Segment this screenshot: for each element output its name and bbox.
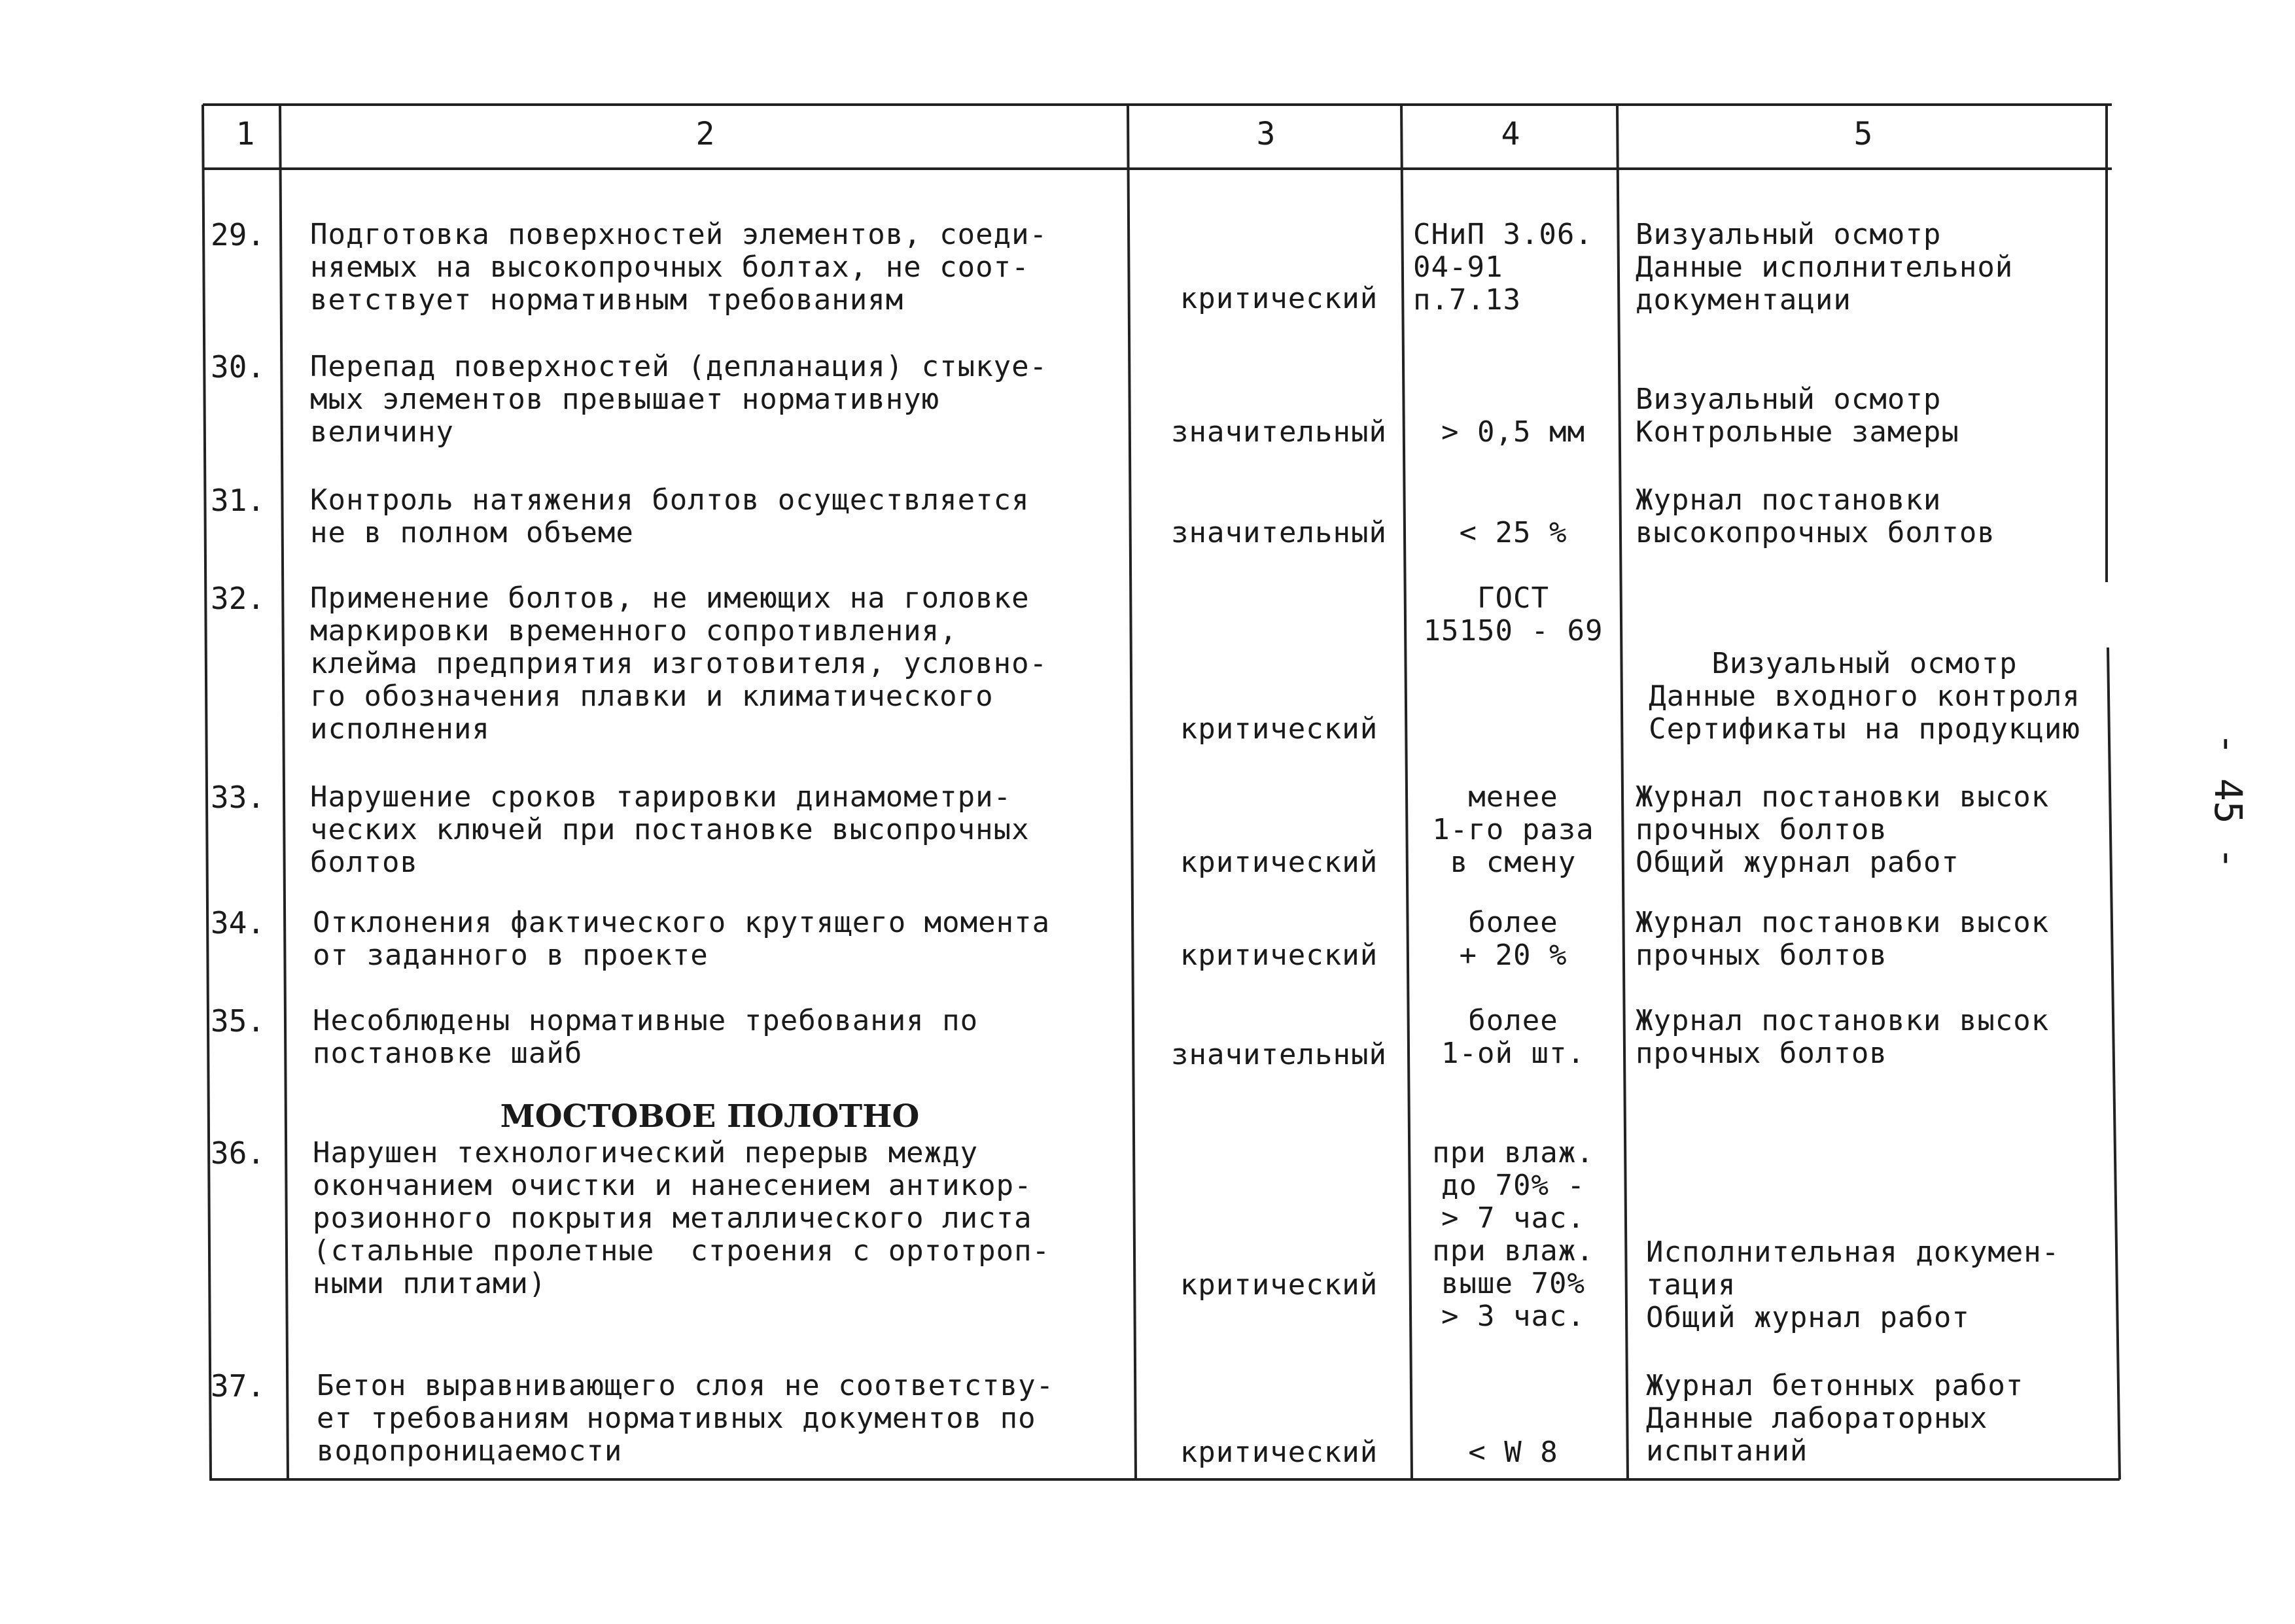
row-34-number: 34. <box>211 905 266 941</box>
header-col-2: 2 <box>695 116 715 152</box>
row-34-norm: более + 20 % <box>1459 906 1568 972</box>
row-37-number: 37. <box>211 1368 266 1404</box>
row-29-description: Подготовка поверхностей элементов, соеди- няемых на высокопрочных болтах, не соот- ветствует нормативным требованиям <box>310 218 1048 317</box>
header-col-4: 4 <box>1501 116 1520 152</box>
row-36-description: Нарушен технологический перерыв между окончанием очистки и нанесением антикор- розионного покрытия металлического листа (стальные пролетные строения с ортотроп- ными плитами) <box>313 1136 1051 1300</box>
header-col-1: 1 <box>236 116 255 152</box>
row-33-class: критический <box>1180 846 1378 879</box>
row-31-number: 31. <box>211 483 266 518</box>
col-border-2 <box>1128 105 1136 1479</box>
row-36-number: 36. <box>211 1135 266 1171</box>
row-32-class: критический <box>1180 712 1378 746</box>
row-30-number: 30. <box>211 349 266 385</box>
row-32-norm: ГОСТ 15150 - 69 <box>1423 581 1603 648</box>
row-35-class: значительный <box>1171 1038 1387 1071</box>
row-33-description: Нарушение сроков тарировки динамометри- ческих ключей при постановке высопрочных болтов <box>310 780 1030 879</box>
row-34-control: Журнал постановки высок прочных болтов <box>1636 906 2050 972</box>
col-border-0 <box>203 105 211 1479</box>
header-col-3: 3 <box>1256 116 1276 152</box>
row-29-norm: СНиП 3.06. 04-91 п.7.13 <box>1413 218 1593 317</box>
row-32-description: Применение болтов, не имеющих на головке маркировки временного сопротивления, клейма предприятия изготовителя, условно- го обозначения плавки и климатического исполнения <box>310 581 1048 746</box>
row-33-number: 33. <box>211 780 266 815</box>
row-30-control: Визуальный осмотр Контрольные замеры <box>1636 383 1959 449</box>
row-36-class: критический <box>1180 1268 1378 1302</box>
row-29-number: 29. <box>211 217 266 252</box>
row-31-norm: < 25 % <box>1459 516 1568 549</box>
row-31-control: Журнал постановки высокопрочных болтов <box>1636 483 1995 549</box>
row-33-control: Журнал постановки высок прочных болтов Общий журнал работ <box>1636 780 2050 879</box>
col-border-1 <box>280 105 288 1479</box>
row-37-description: Бетон выравнивающего слоя не соответству- ет требованиям нормативных документов по водопроницаемости <box>317 1369 1055 1468</box>
row-31-class: значительный <box>1171 516 1387 549</box>
row-33-norm: менее 1-го раза в смену <box>1432 780 1594 879</box>
row-34-class: критический <box>1180 939 1378 972</box>
row-36-control: Исполнительная докумен- тация Общий журнал работ <box>1646 1235 2060 1334</box>
row-36-norm: при влаж. до 70% - > 7 час. при влаж. выше 70% > 3 час. <box>1432 1136 1594 1333</box>
row-35-description: Несоблюдены нормативные требования по постановке шайб <box>313 1004 979 1070</box>
section-title: МОСТОВОЕ ПОЛОТНО <box>500 1098 920 1135</box>
row-30-class: значительный <box>1171 415 1387 449</box>
row-37-norm: < W 8 <box>1468 1436 1558 1469</box>
row-29-control: Визуальный осмотр Данные исполнительной документации <box>1636 218 2014 317</box>
row-37-control: Журнал бетонных работ Данные лабораторных испытаний <box>1646 1369 2024 1468</box>
row-35-control: Журнал постановки высок прочных болтов <box>1636 1004 2050 1070</box>
col-border-5b <box>2108 648 2120 1479</box>
row-30-description: Перепад поверхностей (депланация) стыкуе- мых элементов превышает нормативную величину <box>310 350 1048 449</box>
row-29-class: критический <box>1180 282 1378 315</box>
row-37-class: критический <box>1180 1436 1378 1469</box>
page-number: - 45 - <box>2206 733 2251 870</box>
row-35-number: 35. <box>211 1003 266 1039</box>
row-30-norm: > 0,5 мм <box>1441 415 1585 449</box>
row-31-description: Контроль натяжения болтов осуществляется не в полном объеме <box>310 483 1030 549</box>
row-32-control: Визуальный осмотр Данные входного контроля Сертификаты на продукцию <box>1649 647 2080 746</box>
row-35-norm: более 1-ой шт. <box>1441 1004 1585 1070</box>
page-number-block <box>2198 733 2264 903</box>
header-col-5: 5 <box>1853 116 1873 152</box>
row-32-number: 32. <box>211 581 266 616</box>
row-34-description: Отклонения фактического крутящего момента от заданного в проекте <box>313 906 1051 972</box>
